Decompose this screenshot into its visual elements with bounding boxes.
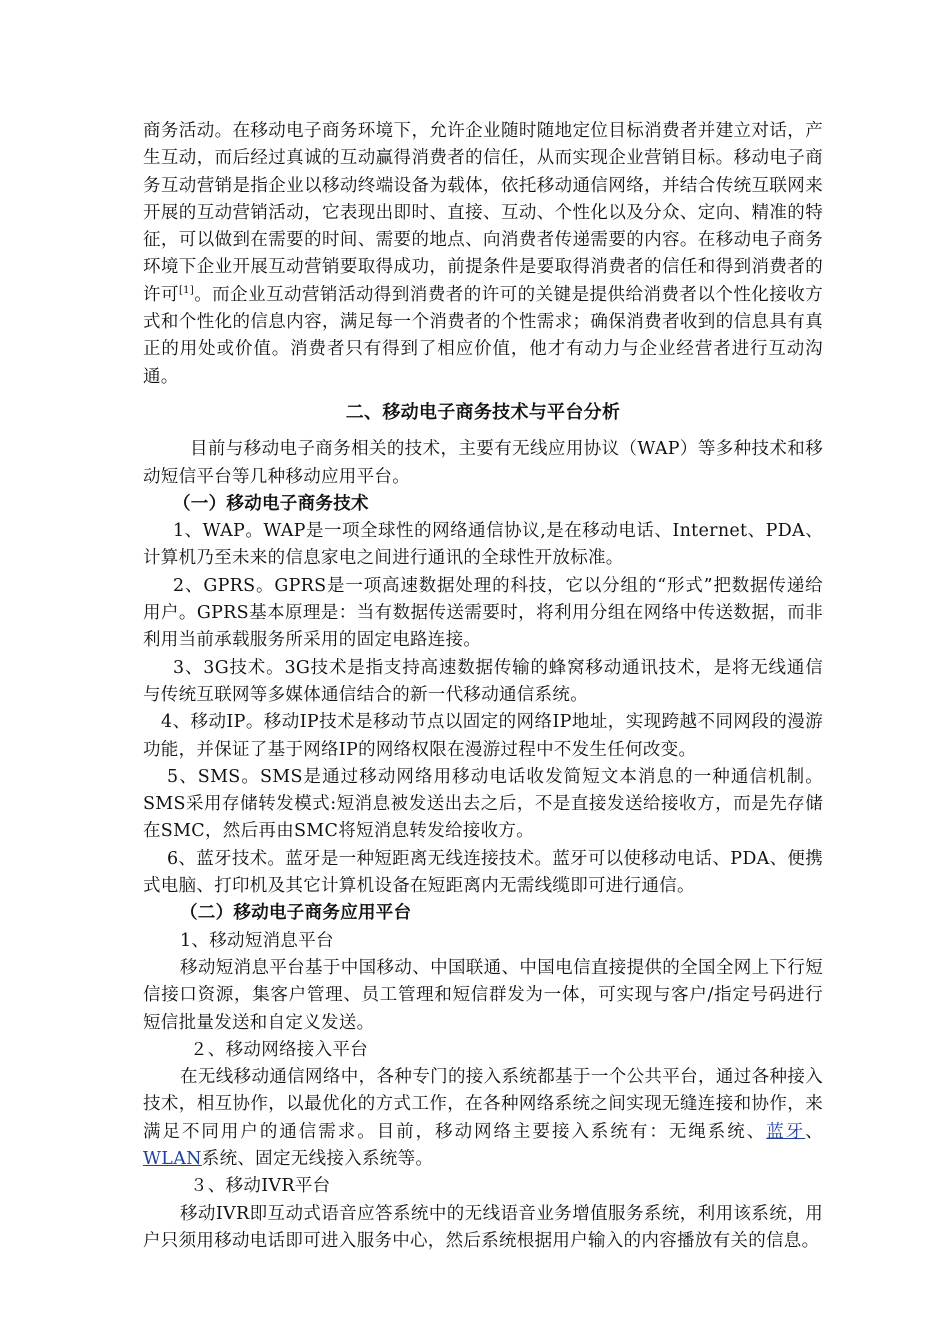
tech-item-gprs: 2、GPRS。GPRS是一项高速数据处理的科技，它以分组的“形式”把数据传递给用户。GPRS基本原理是：当有数据传送需要时，将利用分组在网络中传送数据，而非利用当前承载服务所采用的固定电路连接。 bbox=[143, 575, 823, 651]
intro-paragraph bbox=[143, 118, 823, 391]
wlan-link[interactable]: WLAN bbox=[143, 1148, 202, 1169]
platform-ivr-title: ３、移动IVR平台 bbox=[190, 1176, 331, 1197]
document-body bbox=[143, 118, 823, 1255]
platform-access-text bbox=[143, 1064, 823, 1173]
tech-item-3g: 3、3G技术。3G技术是指支持高速数据传输的蜂窝移动通讯技术，是将无线通信与传统互联网等多媒体通信结合的新一代移动通信系统。 bbox=[143, 657, 823, 705]
platform-ivr-text: 移动IVR即互动式语音应答系统中的无线语音业务增值服务系统，利用该系统，用户只须用移动电话即可进入服务中心，然后系统根据用户输入的内容播放有关的信息。 bbox=[143, 1203, 823, 1251]
tech-item-wap: 1、WAP。WAP是一项全球性的网络通信协议,是在移动电话、Internet、PDA、计算机乃至未来的信息家电之间进行通讯的全球性开放标准。 bbox=[143, 521, 823, 569]
platform-access-title: ２、移动网络接入平台 bbox=[190, 1039, 368, 1060]
intro-text-2: 。而企业互动营销活动得到消费者的许可的关键是提供给消费者以个性化接收方式和个性化的信息内容，满足每一个消费者的个性需求；确保消费者收到的信息具有真正的用处或价值。消费者只有得到了相应价值，他才有动力与企业经营者进行互动沟通。 bbox=[143, 284, 823, 387]
tech-heading: （一）移动电子商务技术 bbox=[173, 493, 369, 514]
platform-sms-text: 移动短消息平台基于中国移动、中国联通、中国电信直接提供的全国全网上下行短信接口资源，集客户管理、员工管理和短信群发为一体，可实现与客户/指定号码进行短信批量发送和自定义发送。 bbox=[143, 957, 823, 1033]
intro-text: 商务活动。在移动电子商务环境下，允许企业随时随地定位目标消费者并建立对话，产生互动，而后经过真诚的互动赢得消费者的信任，从而实现企业营销目标。移动电子商务互动营销是指企业以移动终端设备为载体，依托移动通信网络，并结合传统互联网来开展的互动营销活动，它表现出即时、直接、互动、个性化以及分众、定向、精准的特征，可以做到在需要的时间、需要的地点、向消费者传递需要的内容。在移动电子商务环境下企业开展互动营销要取得成功，前提条件是要取得消费者的信任和得到消费者的许可 bbox=[143, 121, 823, 305]
tech-item-bluetooth: 6、蓝牙技术。蓝牙是一种短距离无线连接技术。蓝牙可以使移动电话、PDA、便携式电脑、打印机及其它计算机设备在短距离内无需线缆即可进行通信。 bbox=[143, 848, 823, 897]
link-separator: 、 bbox=[805, 1121, 823, 1142]
platform-access-text-a: 在无线移动通信网络中，各种专门的接入系统都基于一个公共平台，通过各种接入技术，相互协作，以最优化的方式工作，在各种网络系统之间实现无缝连接和协作，来满足不同用户的通信需求。目前，移动网络主要接入系统有：无绳系统、 bbox=[143, 1067, 823, 1142]
platform-sms-title: 1、移动短消息平台 bbox=[180, 930, 334, 951]
tech-item-sms: 5、SMS。SMS是通过移动网络用移动电话收发简短文本消息的一种通信机制。SMS采用存储转发模式:短消息被发送出去之后，不是直接发送给接收方，而是先存储在SMC，然后再由SMC将短消息转发给接收方。 bbox=[143, 766, 823, 842]
bluetooth-link[interactable]: 蓝牙 bbox=[766, 1121, 806, 1142]
section-intro: 目前与移动电子商务相关的技术，主要有无线应用协议（WAP）等多种技术和移动短信平台等几种移动应用平台。 bbox=[143, 439, 823, 487]
tech-item-mobile-ip: 4、移动IP。移动IP技术是移动节点以固定的网络IP地址，实现跨越不同网段的漫游功能，并保证了基于网络IP的网络权限在漫游过程中不发生任何改变。 bbox=[143, 712, 823, 760]
reference-marker[interactable]: [1] bbox=[178, 284, 195, 296]
section-title: 二、移动电子商务技术与平台分析 bbox=[345, 401, 621, 423]
platform-access-text-b: 系统、固定无线接入系统等。 bbox=[201, 1148, 434, 1169]
platform-heading: （二）移动电子商务应用平台 bbox=[180, 903, 412, 924]
